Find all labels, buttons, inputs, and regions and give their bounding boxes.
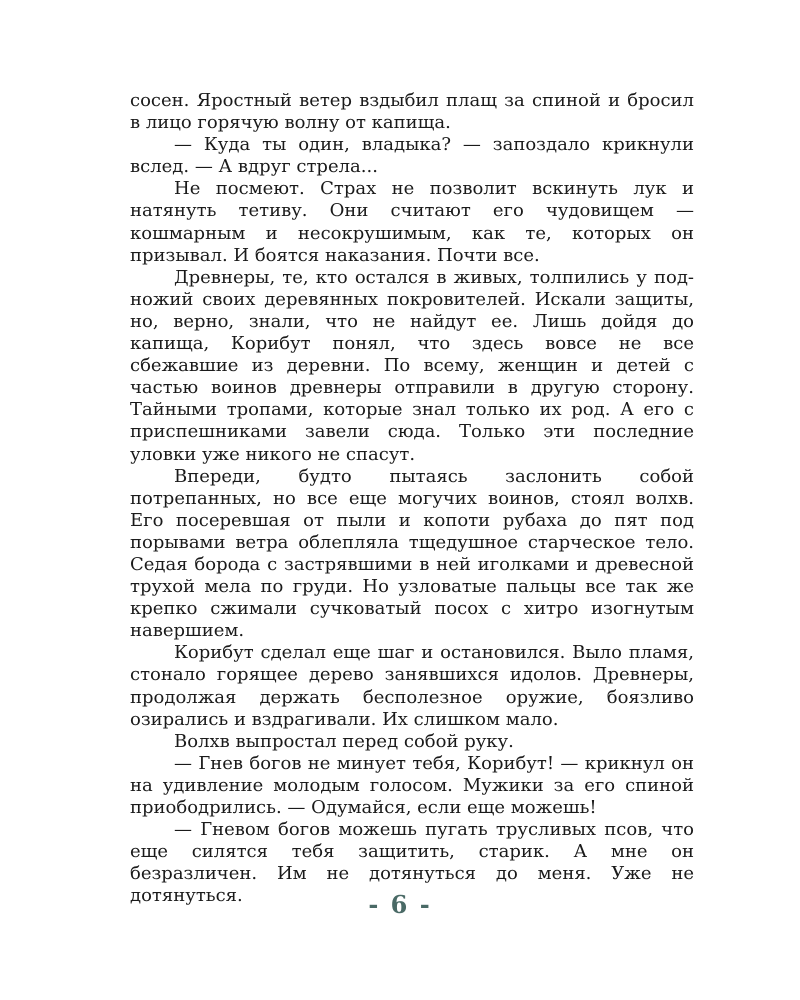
paragraph-9: — Гневом богов можешь пугать трусливых псов, что еще силятся тебя защитить, старик. А мне он безразличен. Им не дотянуться до меня. Уже не дотянуться. xyxy=(130,819,694,907)
paragraph-1: сосен. Яростный ветер вздыбил плащ за спиной и бросил в лицо горячую волну от капища. xyxy=(130,90,694,134)
paragraph-3: Не посмеют. Страх не позволит вскинуть лук и натянуть тетиву. Они считают его чудовищем — кошмарным и несокрушимым, как те, которых он призывал. И боятся наказания. Почти все. xyxy=(130,178,694,266)
body-text xyxy=(130,90,694,907)
paragraph-8: — Гнев богов не минует тебя, Корибут! — крикнул он на удивление молодым голосом. Мужики за его спиной приободрились. — Одумайся, если еще можешь! xyxy=(130,752,694,818)
paragraph-7: Волхв выпростал перед собой руку. xyxy=(174,730,514,752)
paragraph-2: — Куда ты один, владыка? — запоздало крикнули вслед. — А вдруг стрела... xyxy=(130,134,694,178)
paragraph-6: Корибут сделал еще шаг и остановился. Выло пламя, стонало горящее дерево занявшихся идолов. Древнеры, продолжая держать бесполезное оружие, боязливо озирались и вздрагивали. Их слишком мало. xyxy=(130,642,694,730)
paragraph-4: Древнеры, те, кто остался в живых, толпились у подножий своих деревянных покровителей. Искали защиты, но, верно, знали, что не найдут ее. Лишь дойдя до капища, Корибут понял, что здесь вовсе не все сбежавшие из деревни. По всему, женщин и детей с частью воинов древнеры отправили в другую сторону. Тайными тропами, которые знал только их род. А его с приспешниками завели сюда. Только эти последние уловки уже никого не спасут. xyxy=(130,266,694,465)
paragraph-5: Впереди, будто пытаясь заслонить собой потрепанных, но все еще могучих воинов, стоял волхв. Его посеревшая от пыли и копоти рубаха до пят под порывами ветра облепляла тщедушное старческое тело. Седая борода с застрявшими в ней иголками и древесной трухой мела по груди. Но узловатые пальцы все так же крепко сжимали сучковатый посох с хитро изогнутым навершием. xyxy=(130,465,694,642)
page-number: - 6 - xyxy=(368,890,432,919)
